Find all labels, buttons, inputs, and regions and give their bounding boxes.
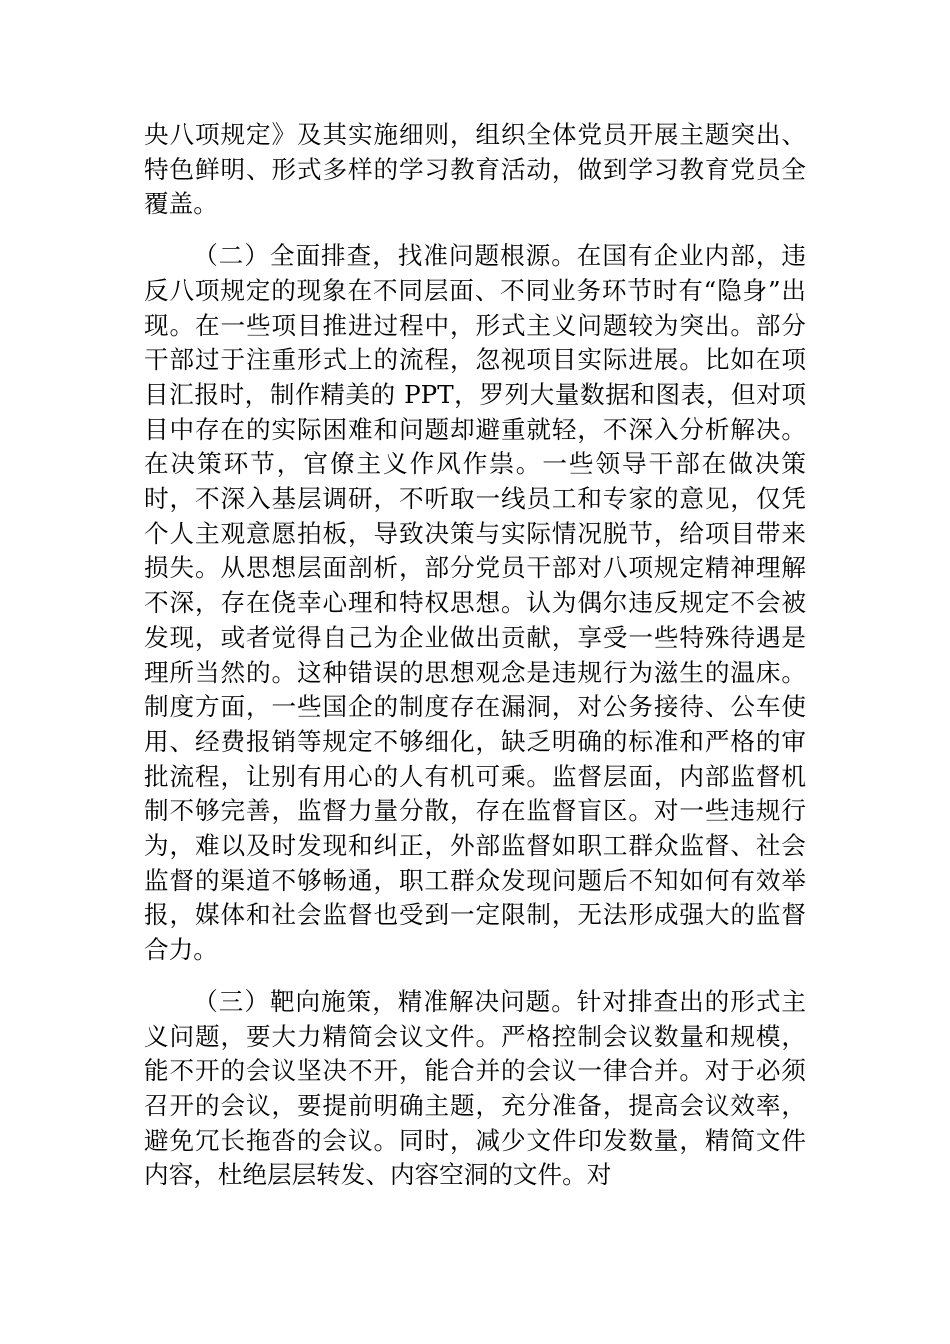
- body-text: [144, 118, 806, 1193]
- paragraph-spacer: [144, 968, 806, 985]
- paragraph-section-two: （二）全面排查，找准问题根源。在国有企业内部，违反八项规定的现象在不同层面、不同业务环节时有“隐身”出现。在一些项目推进过程中，形式主义问题较为突出。部分干部过于注重形式上的流程，忽视项目实际进展。比如在项目汇报时，制作精美的 PPT，罗列大量数据和图表，但对项目中存在的实际困难和问题却避重就轻，不深入分析解决。在决策环节，官僚主义作风作祟。一些领导干部在做决策时，不深入基层调研，不听取一线员工和专家的意见，仅凭个人主观意愿拍板，导致决策与实际情况脱节，给项目带来损失。从思想层面剖析，部分党员干部对八项规定精神理解不深，存在侥幸心理和特权思想。认为偶尔违反规定不会被发现，或者觉得自己为企业做出贡献，享受一些特殊待遇是理所当然的。这种错误的思想观念是违规行为滋生的温床。制度方面，一些国企的制度存在漏洞，对公务接待、公车使用、经费报销等规定不够细化，缺乏明确的标准和严格的审批流程，让别有用心的人有机可乘。监督层面，内部监督机制不够完善，监督力量分散，存在监督盲区。对一些违规行为，难以及时发现和纠正，外部监督如职工群众监督、社会监督的渠道不够畅通，职工群众发现问题后不知如何有效举报，媒体和社会监督也受到一定限制，无法形成强大的监督合力。: [144, 241, 806, 965]
- paragraph-continuation: 央八项规定》及其实施细则，组织全体党员开展主题突出、特色鲜明、形式多样的学习教育活动，做到学习教育党员全覆盖。: [144, 120, 806, 219]
- paragraph-section-three: （三）靶向施策，精准解决问题。针对排查出的形式主义问题，要大力精简会议文件。严格控制会议数量和规模，能不开的会议坚决不开，能合并的会议一律合并。对于必须召开的会议，要提前明确主题，充分准备，提高会议效率，避免冗长拖沓的会议。同时，减少文件印发数量，精简文件内容，杜绝层层转发、内容空洞的文件。对: [144, 986, 806, 1190]
- paragraph-spacer: [144, 222, 806, 239]
